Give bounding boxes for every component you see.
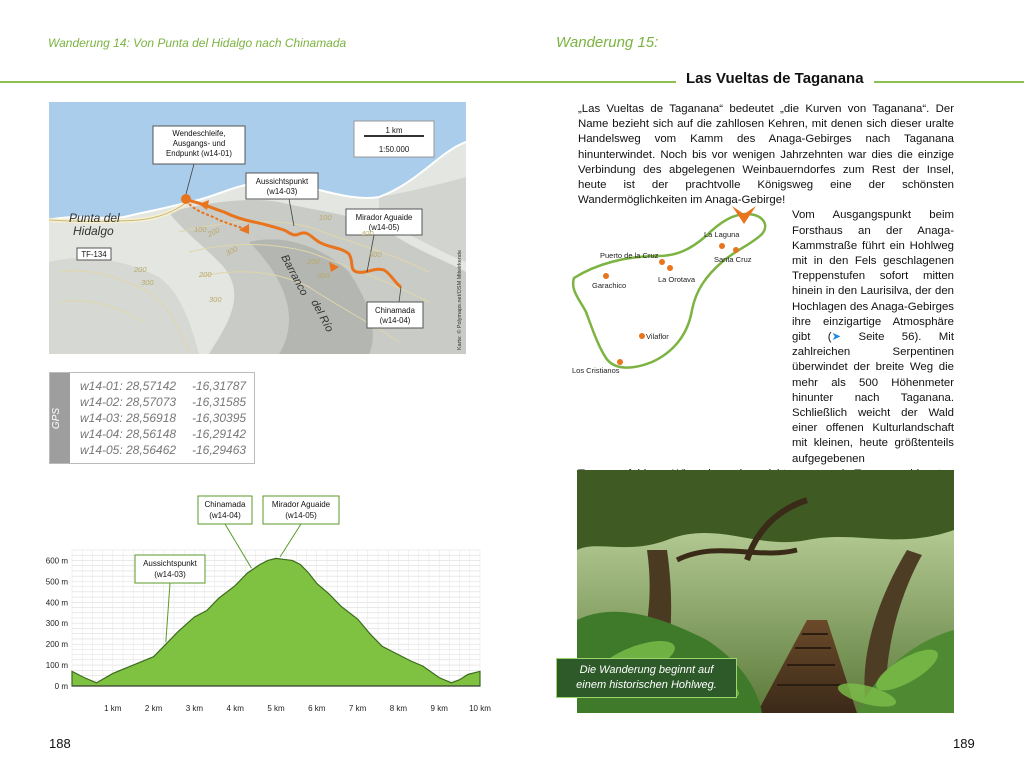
paragraph-intro: „Las Vueltas de Taganana“ bedeutet „die Kurven von Taganana“. Der Name bezieht sich auf die zahllosen Kehren, mit denen sich dieser uralte Handelsweg vom Kamm des Anaga-Gebirges nach Taganana hinunterwindet. Noch bis vor wenigen Jahrzehnten war dies die einzige Verbindung des abgelegenen Weinbauerndorfes zum Rest der Insel, heute ist der prachtvolle Königsweg eine der schönsten Wandermöglichkeiten im Anaga-Gebirge! [578,103,954,207]
x-tick-label: 6 km [308,704,326,713]
x-tick-label: 4 km [226,704,244,713]
place-label: La Orotava [658,275,696,284]
place-label: Puerto de la Cruz [600,251,659,260]
valley-label-2: del Río [308,297,336,335]
place-dot [617,359,623,365]
callout-w14-04-line2: (w14-04) [379,316,411,325]
island-overview-map [566,200,770,380]
x-tick-label: 10 km [469,704,491,713]
annotation-label: Aussichtspunkt [143,559,197,568]
contour-label: 100 [194,225,207,234]
y-tick-label: 300 m [45,619,68,629]
contour-label: 200 [134,265,147,274]
gps-lat: 28,56462 [126,443,177,457]
contour-label: 200 [307,257,320,266]
place-label: Garachico [592,281,627,290]
gps-id: w14-05: [80,443,123,457]
gps-side-bar [50,373,70,463]
island-overview-drawing [566,200,770,380]
gps-id: w14-04: [80,427,123,441]
gps-lon: -16,31585 [192,395,247,409]
running-title-left: Wanderung 14: Von Punta del Hidalgo nach Chinamada [48,36,347,50]
annotation-leader [280,524,301,557]
place-label: Santa Cruz [714,255,752,264]
callout-w14-01-line1: Wendeschleife, [172,129,226,138]
x-tick-label: 1 km [104,704,122,713]
gps-id: w14-01: [80,379,123,393]
gps-lon: -16,31787 [192,379,247,393]
gps-row [80,395,246,409]
y-tick-label: 200 m [45,640,68,650]
place-label: Los Cristianos [572,366,620,375]
place-dot [733,247,739,253]
route-map-drawing [49,102,466,354]
annotation-label: Mirador Aguaide [271,500,331,509]
contour-label: 300 [209,295,222,304]
x-tick-label: 7 km [348,704,367,713]
paragraph-route-part1: Vom Ausgangspunkt beim Forsthaus an der Anaga-Kammstraße führt ein Hohlweg mit in den Fels geschlagenen Treppenstufen sofort mitten hinein in den Laurisilva, der den Hochlagen des Anaga-Gebirges ihre einzigartige Atmosphäre gibt ( [792,209,954,344]
caption-line2: einem historischen Hohlweg. [576,679,717,691]
annotation-label: Chinamada [204,500,246,509]
relief-shade-west [49,258,199,354]
elevation-profile [30,490,500,720]
contour-label: 400 [361,229,374,238]
page-number-right: 189 [953,736,975,751]
page-number-left: 188 [49,736,71,751]
gps-lat: 28,56148 [126,427,177,441]
map-credit: Karte: © Polymaps.net/OSM Mitwirkende [457,249,463,350]
place-label-line2: Hidalgo [73,224,114,238]
gps-lon: -16,29463 [192,443,247,457]
callout-w14-03-line1: Aussichtspunkt [255,177,309,186]
contour-label: 300 [317,271,330,280]
contour-label: 200 [199,270,212,279]
contour-label: 500 [369,250,382,259]
gps-row [80,411,246,425]
gps-row [80,379,246,393]
contour-label: 200 [206,225,222,239]
canopy [577,470,954,550]
place-label-line1: Punta del [69,211,120,225]
scale-ratio: 1:50.000 [378,145,410,154]
gps-label: GPS [51,407,63,430]
y-tick-label: 400 m [45,598,68,608]
contour-label: 300 [141,278,154,287]
gps-id: w14-02: [80,395,123,409]
callout-w14-01-line3: Endpunkt (w14-01) [166,149,232,158]
gps-lat: 28,57142 [126,379,177,393]
scale-distance: 1 km [385,126,403,135]
place-label: Vilaflor [646,332,669,341]
x-tick-label: 5 km [267,704,285,713]
annotation-label: (w14-04) [209,511,241,520]
start-point-marker [181,194,191,204]
paragraph-route-part2: Seite 56). Mit zahlreichen Serpentinen überwindet der breite Weg die mehr als 500 Höhenmeter hinunter nach Taganana. Schließlich weicht der Wald einer offenen Kulturlandschaft mit kleinen, heute größtenteils aufgegebenen [792,331,954,465]
road-label: TF-134 [81,250,107,259]
gps-lat: 28,56918 [126,411,177,425]
photo-caption [556,658,737,698]
arrow-icon: ➤ [831,331,842,344]
place-dot [719,243,725,249]
gps-id: w14-03: [80,411,123,425]
gps-table [49,372,255,464]
gps-lon: -16,29142 [192,427,247,441]
gps-row [80,427,246,441]
callout-w14-04-line1: Chinamada [375,306,415,315]
place-dot [667,265,673,271]
place-dot [603,273,609,279]
caption-line1: Die Wanderung beginnt auf [579,664,714,676]
elevation-profile-chart [30,490,500,720]
gps-lat: 28,57073 [126,395,177,409]
route-map [49,102,466,354]
callout-w14-03-line2: (w14-03) [266,187,298,196]
callout-w14-05-line1: Mirador Aguaide [355,213,413,222]
x-tick-label: 9 km [430,704,448,713]
callout-w14-05-line2: (w14-05) [368,223,400,232]
place-dot [659,259,665,265]
y-tick-label: 600 m [45,556,68,566]
valley-label-1: Barranco [278,252,310,298]
annotation-label: (w14-03) [154,570,186,579]
running-title-right: Wanderung 15: [556,34,659,51]
annotation-leader [225,524,252,568]
page-title: Las Vueltas de Taganana [676,70,874,87]
callout-w14-01-line2: Ausgangs- und [172,139,226,148]
contour-label: 100 [319,213,332,222]
place-dot [639,333,645,339]
x-tick-label: 2 km [144,704,163,713]
x-tick-label: 3 km [185,704,204,713]
x-tick-label: 8 km [389,704,408,713]
y-tick-label: 0 m [54,682,68,691]
contour-label: 300 [224,244,240,258]
place-label: La Laguna [704,230,740,239]
gps-row [80,443,246,457]
y-tick-label: 500 m [45,577,68,587]
gps-lon: -16,30395 [192,411,247,425]
annotation-label: (w14-05) [285,511,317,520]
y-tick-label: 100 m [45,661,68,671]
